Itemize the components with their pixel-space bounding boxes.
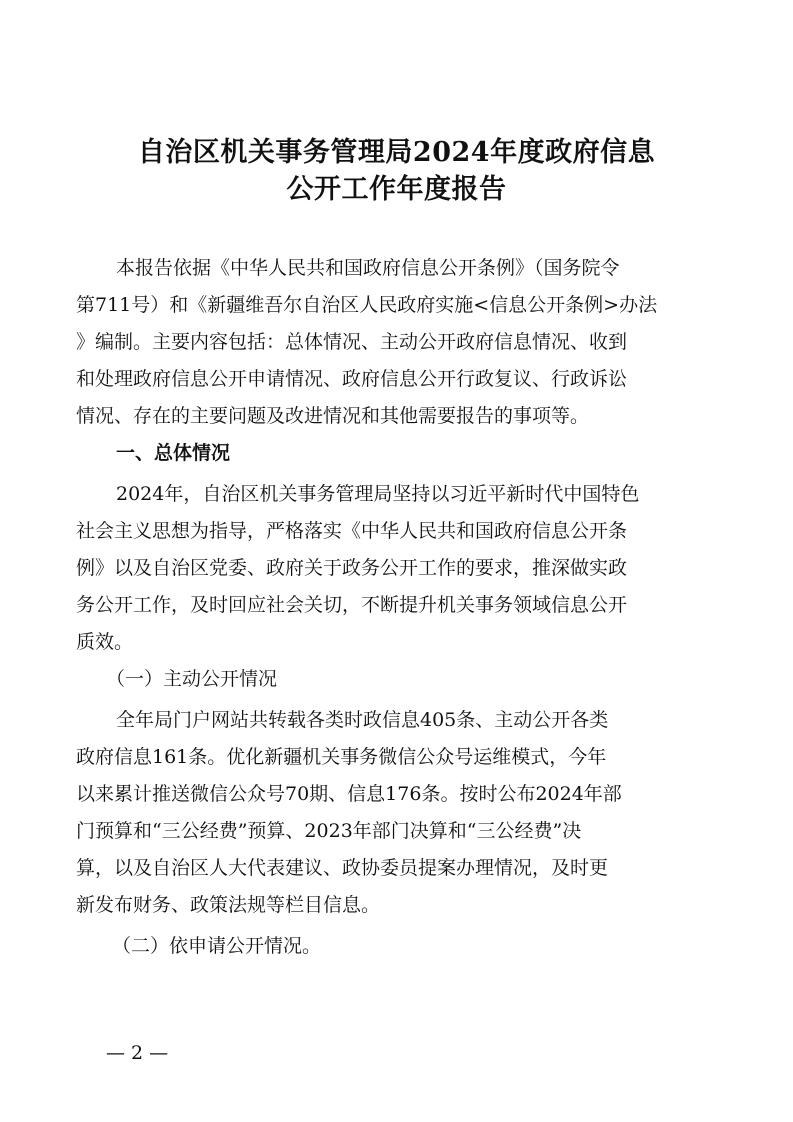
paragraph-line: 算，以及自治区人大代表建议、政协委员提案办理情况，及时更 xyxy=(76,857,609,879)
paragraph-line: 第711号）和《新疆维吾尔自治区人民政府实施<信息公开条例>办法 xyxy=(76,294,658,316)
paragraph-line: 新发布财务、政策法规等栏目信息。 xyxy=(76,894,381,916)
paragraph-line: 质效。 xyxy=(76,631,134,653)
paragraph-line: 以来累计推送微信公众号70期、信息176条。按时公布2024年部 xyxy=(76,783,622,805)
page-number: — 2 — xyxy=(106,1042,169,1064)
report-title-line-1: 自治区机关事务管理局2024年度政府信息 xyxy=(137,137,656,168)
paragraph-line: 例》以及自治区党委、政府关于政务公开工作的要求，推深做实政 xyxy=(76,557,628,579)
report-title-line-2: 公开工作年度报告 xyxy=(286,174,507,205)
paragraph-line: 2024年，自治区机关事务管理局坚持以习近平新时代中国特色 xyxy=(116,483,640,505)
paragraph-line: 和处理政府信息公开申请情况、政府信息公开行政复议、行政诉讼 xyxy=(76,368,628,390)
paragraph-line: 本报告依据《中华人民共和国政府信息公开条例》（国务院令 xyxy=(116,257,620,279)
paragraph-line: 政府信息161条。优化新疆机关事务微信公众号运维模式，今年 xyxy=(76,746,607,768)
subsection-heading-application-disclosure: （二）依申请公开情况。 xyxy=(112,935,322,957)
paragraph-line: 情况、存在的主要问题及改进情况和其他需要报告的事项等。 xyxy=(76,405,590,427)
section-heading-overview: 一、总体情况 xyxy=(116,442,231,464)
subsection-heading-proactive-disclosure: （一）主动公开情况 xyxy=(106,668,278,690)
paragraph-line: 门预算和“三公经费”预算、2023年部门决算和“三公经费”决 xyxy=(76,820,582,842)
paragraph-line: 务公开工作，及时回应社会关切，不断提升机关事务领域信息公开 xyxy=(76,594,628,616)
paragraph-line: 社会主义思想为指导，严格落实《中华人民共和国政府信息公开条 xyxy=(76,520,628,542)
paragraph-line: 全年局门户网站共转载各类时政信息405条、主动公开各类 xyxy=(116,709,609,731)
paragraph-line: 》编制。主要内容包括：总体情况、主动公开政府信息情况、收到 xyxy=(76,331,628,353)
